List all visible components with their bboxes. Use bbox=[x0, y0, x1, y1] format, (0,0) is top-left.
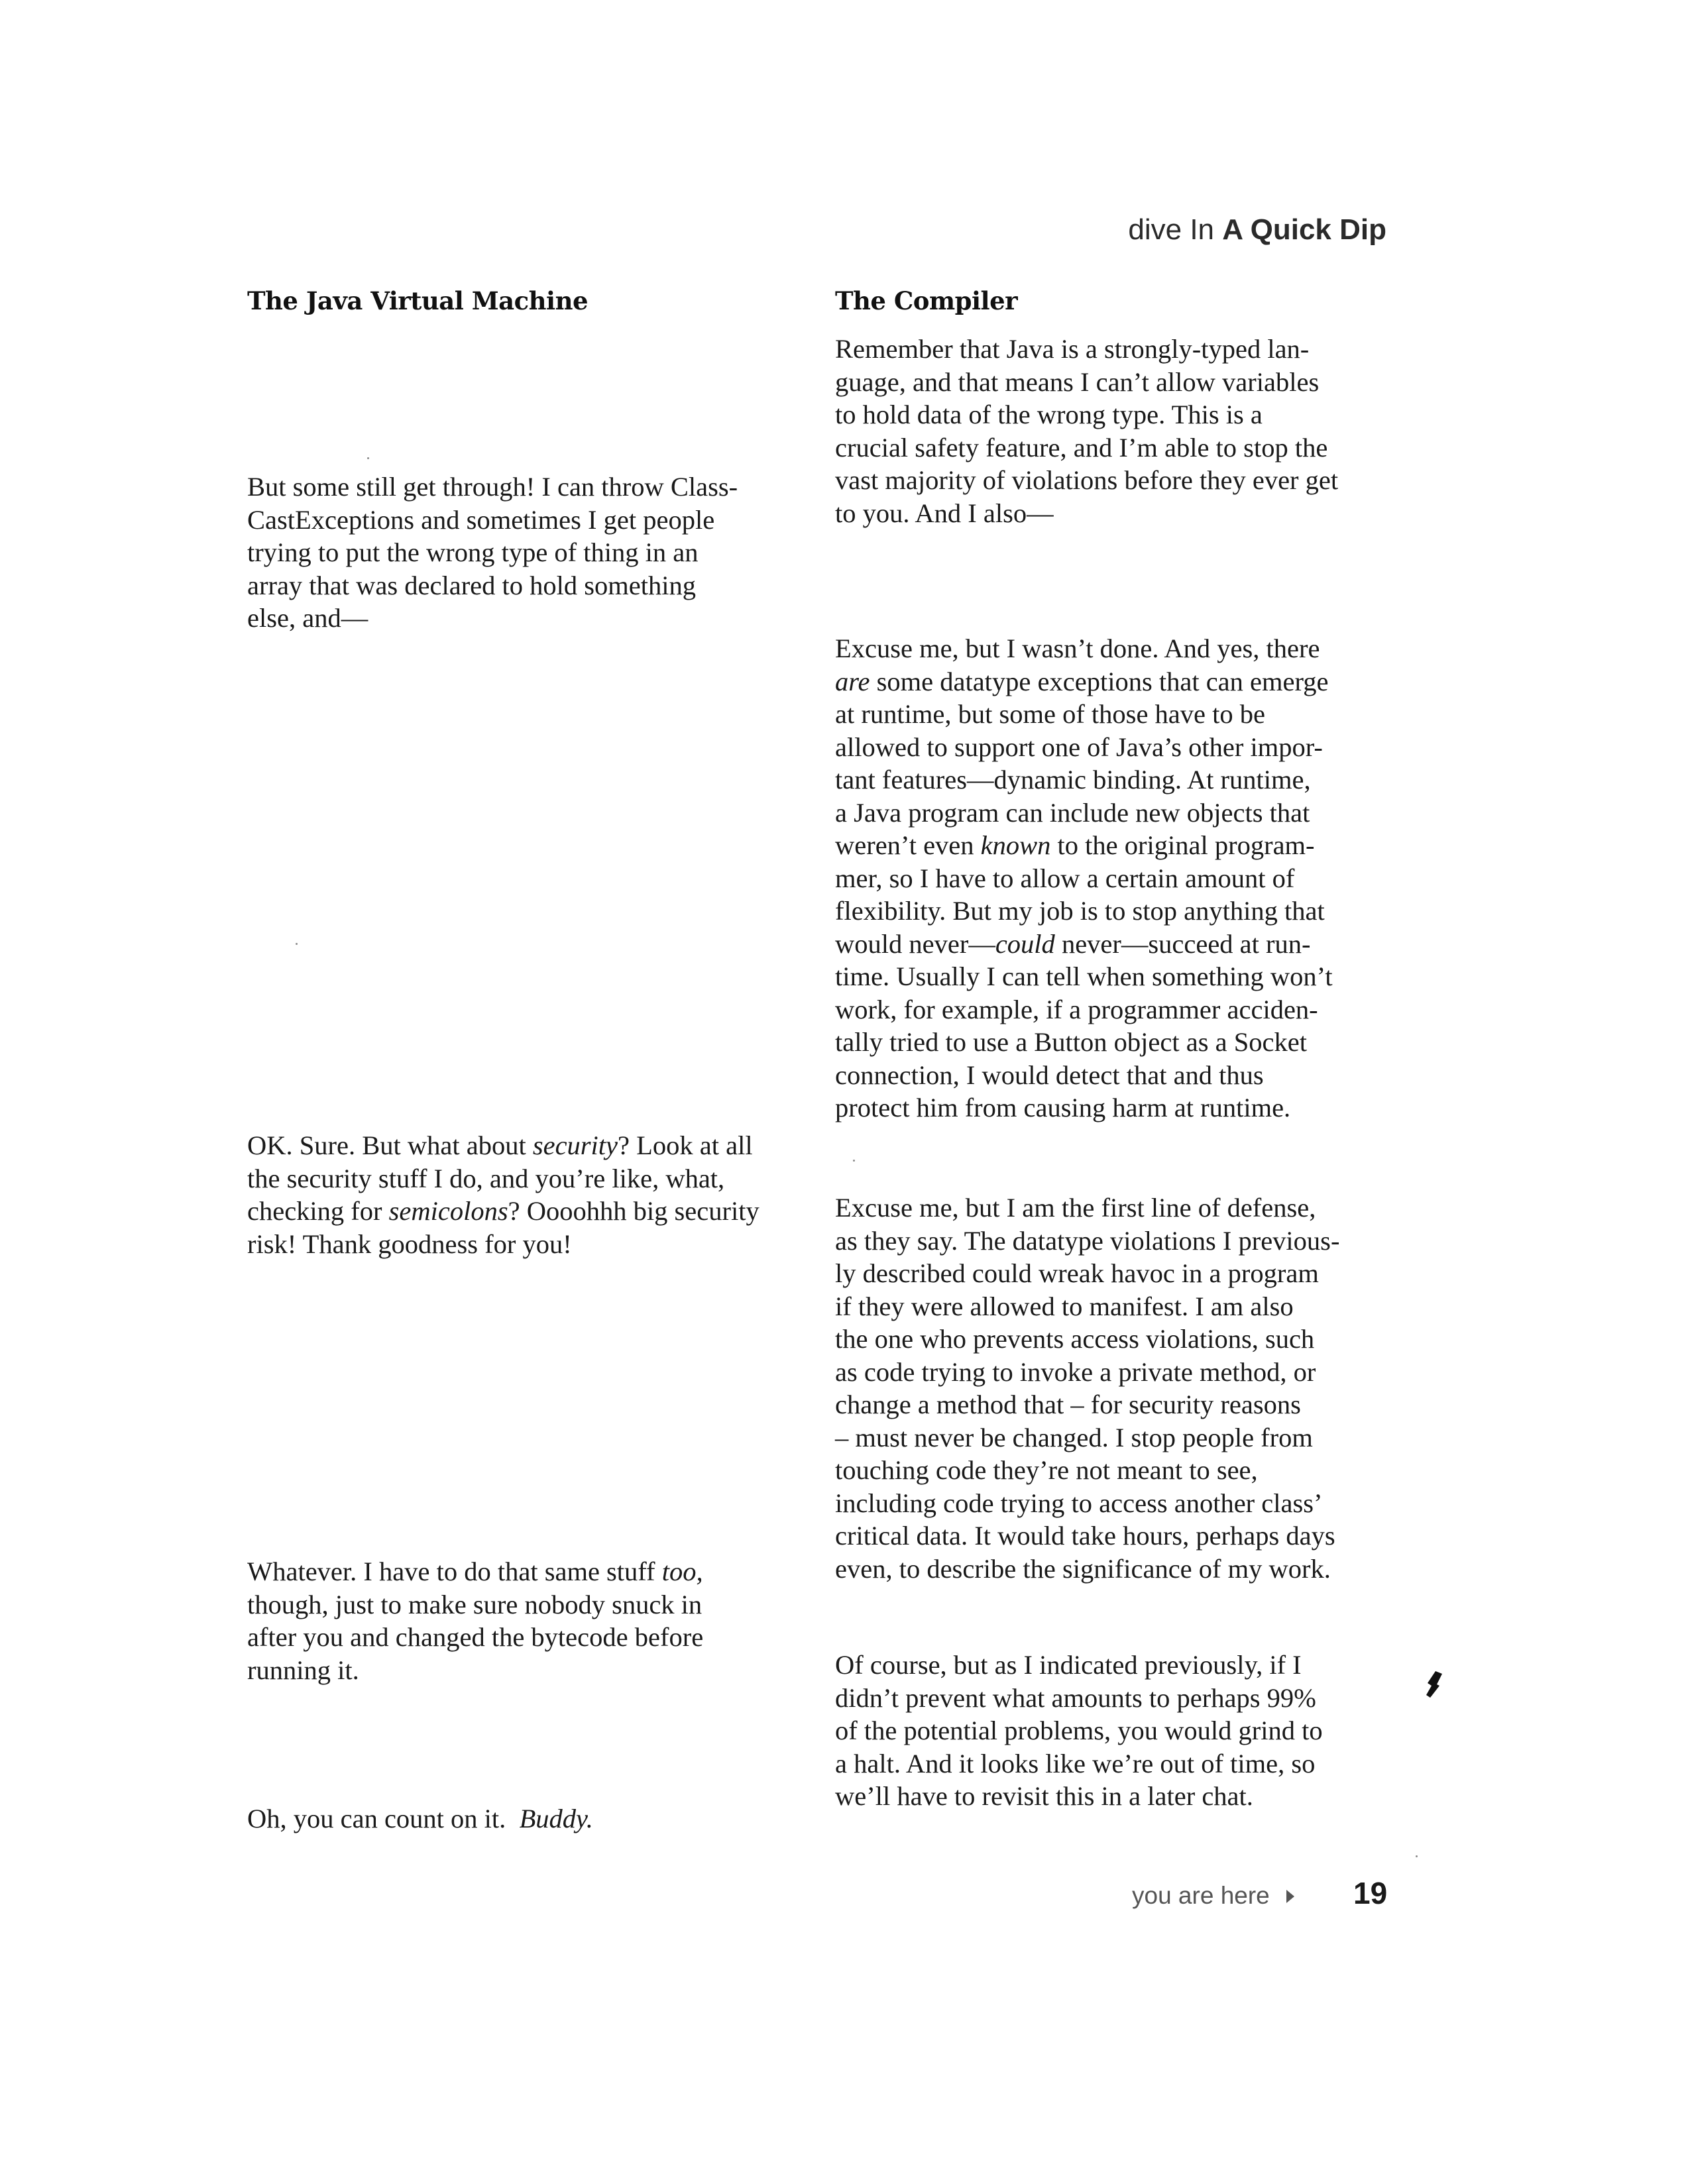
compiler-paragraph-1: Remember that Java is a strongly-typed lan- guage, and that means I can’t allow variables to hold data of the wrong type. This is a crucial safety feature, and I’m able to stop the vast majority of violations before they ever get to you. And I also— bbox=[835, 334, 1339, 528]
jvm-paragraph-1: But some still get through! I can throw Class- CastExceptions and sometimes I get people trying to put the wrong type of thing in an array that was declared to hold something else, and— bbox=[247, 472, 738, 633]
running-header bbox=[1128, 213, 1386, 246]
scan-speck bbox=[1416, 1855, 1418, 1857]
header-title: A Quick Dip bbox=[1222, 213, 1386, 246]
compiler-paragraph-4: Of course, but as I indicated previously, if I didn’t prevent what amounts to perhaps 99% of the potential problems, you would grind to a halt. And it looks like we’re out of time, so we’ll have to revisit this in a later chat. bbox=[835, 1650, 1323, 1811]
arrow-right-icon bbox=[1286, 1890, 1294, 1903]
header-prefix: dive In bbox=[1128, 213, 1223, 246]
scan-speck bbox=[296, 943, 298, 945]
ink-blot-mark bbox=[1424, 1670, 1443, 1699]
scan-speck bbox=[367, 457, 369, 459]
jvm-paragraph-4: Oh, you can count on it. Buddy. bbox=[247, 1804, 593, 1833]
scan-speck bbox=[853, 1160, 855, 1162]
jvm-paragraph-3: Whatever. I have to do that same stuff too, though, just to make sure nobody snuck in after you and changed the bytecode before running it. bbox=[247, 1556, 704, 1685]
page-number: 19 bbox=[1353, 1876, 1388, 1910]
jvm-column-heading: The Java Virtual Machine bbox=[247, 286, 589, 315]
compiler-paragraph-3: Excuse me, but I am the first line of defense, as they say. The datatype violations I previous- ly described could wreak havoc in a program if they were allowed to manifest. I am also the one who prevents access violations, such as code trying to invoke a private method, or change a method that – for security reasons – must never be changed. I stop people from touching code they’re not meant to see, including code trying to access another class’ critical data. It would take hours, perhaps days even, to describe the significance of my work. bbox=[835, 1193, 1340, 1584]
jvm-paragraph-2: OK. Sure. But what about security? Look at all the security stuff I do, and you’re like, what, checking for semicolons? Oooohhh big security risk! Thank goodness for you! bbox=[247, 1130, 760, 1259]
footer-you-are-here: you are here bbox=[1132, 1882, 1270, 1909]
compiler-column-heading: The Compiler bbox=[835, 286, 1018, 315]
compiler-paragraph-2: Excuse me, but I wasn’t done. And yes, there are some datatype exceptions that can emerge at runtime, but some of those have to be allowed to support one of Java’s other impor- tant features—dynamic binding. At runtime, a Java program can include new objects that weren’t even known to the original program- mer, so I have to allow a certain amount of flexibility. But my job is to stop anything that would never—could never—succeed at run- time. Usually I can tell when something won’t work, for example, if a programmer acciden- tally tried to use a Button object as a Socket connection, I would detect that and thus protect him from causing harm at runtime. bbox=[835, 633, 1333, 1122]
